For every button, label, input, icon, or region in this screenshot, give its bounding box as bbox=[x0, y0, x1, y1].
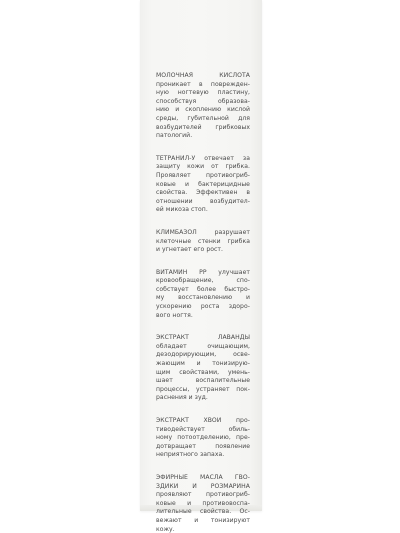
paragraph-line: КЛИМБАЗОЛ разрушает bbox=[156, 228, 250, 236]
paragraph-line: ЭКСТРАКТ ЛАВАНДЫ bbox=[156, 334, 250, 342]
paragraph-line: вого ногтя. bbox=[156, 311, 193, 319]
paragraph-line: кровообращение, спо- bbox=[156, 277, 250, 285]
paragraph-line: клеточные стенки грибка bbox=[156, 237, 250, 245]
paragraph-lavender-extract bbox=[156, 334, 250, 403]
paragraph-line: проникает в поврежден- bbox=[156, 80, 250, 88]
paragraph-line: ТЕТРАНИЛ-У отвечает за bbox=[156, 154, 250, 162]
paragraph-line: ковые и противовоспа- bbox=[156, 499, 250, 507]
paragraph-line: ЭФИРНЫЕ МАСЛА ГВО- bbox=[156, 473, 250, 481]
paragraph-pine-extract bbox=[156, 417, 250, 460]
paragraph-tetranil bbox=[156, 155, 250, 215]
paragraph-essential-oils bbox=[156, 474, 250, 533]
paragraph-line: отношении возбудител- bbox=[156, 197, 250, 205]
paragraph-climbazole bbox=[156, 229, 250, 255]
paragraph-line: щим свойствами, умень- bbox=[156, 368, 250, 376]
paragraph-line: процессы, устраняет пок- bbox=[156, 385, 250, 393]
paragraph-vitamin-pp bbox=[156, 269, 250, 321]
paragraph-line: нию и скоплению кислой bbox=[156, 106, 250, 114]
paragraph-line: обладает очищающим, bbox=[156, 342, 250, 350]
paragraph-line: ВИТАМИН РР улучшает bbox=[156, 268, 250, 276]
paragraph-line: неприятного запаха. bbox=[156, 451, 225, 459]
paragraph-line: среды, губительной для bbox=[156, 114, 250, 122]
paragraph-line: свойства. Эффективен в bbox=[156, 189, 250, 197]
paragraph-line: шает воспалительные bbox=[156, 377, 250, 385]
paragraph-line: собствует более быстро- bbox=[156, 285, 250, 293]
paragraph-line: ковые и бактерицидные bbox=[156, 180, 250, 188]
paragraph-line: му восстановлению и bbox=[156, 294, 250, 302]
paragraph-line: защиту кожи от грибка. bbox=[156, 163, 250, 171]
paragraph-line: ЭКСТРАКТ ХВОИ про- bbox=[156, 417, 250, 424]
paragraph-line: тиводействует обиль- bbox=[156, 425, 250, 433]
paragraph-line: ускорению роста здоро- bbox=[156, 303, 250, 311]
paragraph-line: проявляют противогриб- bbox=[156, 491, 250, 499]
paragraph-line: дотвращает появление bbox=[156, 442, 250, 450]
paragraph-line: лительные свойства. Ос- bbox=[156, 508, 250, 516]
paragraph-line: и угнетает его рост. bbox=[156, 246, 224, 254]
paragraph-line: раснения и зуд. bbox=[156, 394, 208, 402]
paragraph-line: дезодорирующим, осве- bbox=[156, 351, 250, 359]
ingredient-description-text bbox=[156, 72, 250, 533]
paragraph-line: возбудителей грибковых bbox=[156, 123, 250, 131]
paragraph-line: Проявляет противогриб- bbox=[156, 171, 250, 179]
paragraph-line: кожу. bbox=[156, 525, 175, 533]
paragraph-lactic-acid bbox=[156, 72, 250, 141]
paragraph-line: ную ногтевую пластину, bbox=[156, 89, 250, 97]
paragraph-line: вежают и тонизируют bbox=[156, 516, 250, 524]
paragraph-line: МОЛОЧНАЯ КИСЛОТА bbox=[156, 72, 250, 79]
paragraph-line: патологий. bbox=[156, 132, 193, 140]
paragraph-line: ЗДИКИ И РОЗМАРИНА bbox=[156, 482, 250, 490]
paragraph-line: жающим и тонизирую- bbox=[156, 360, 250, 368]
paragraph-line: ей микоза стоп. bbox=[156, 206, 208, 214]
paragraph-line: способствуя образова- bbox=[156, 97, 250, 105]
paragraph-line: ному потоотделению, пре- bbox=[156, 434, 250, 442]
